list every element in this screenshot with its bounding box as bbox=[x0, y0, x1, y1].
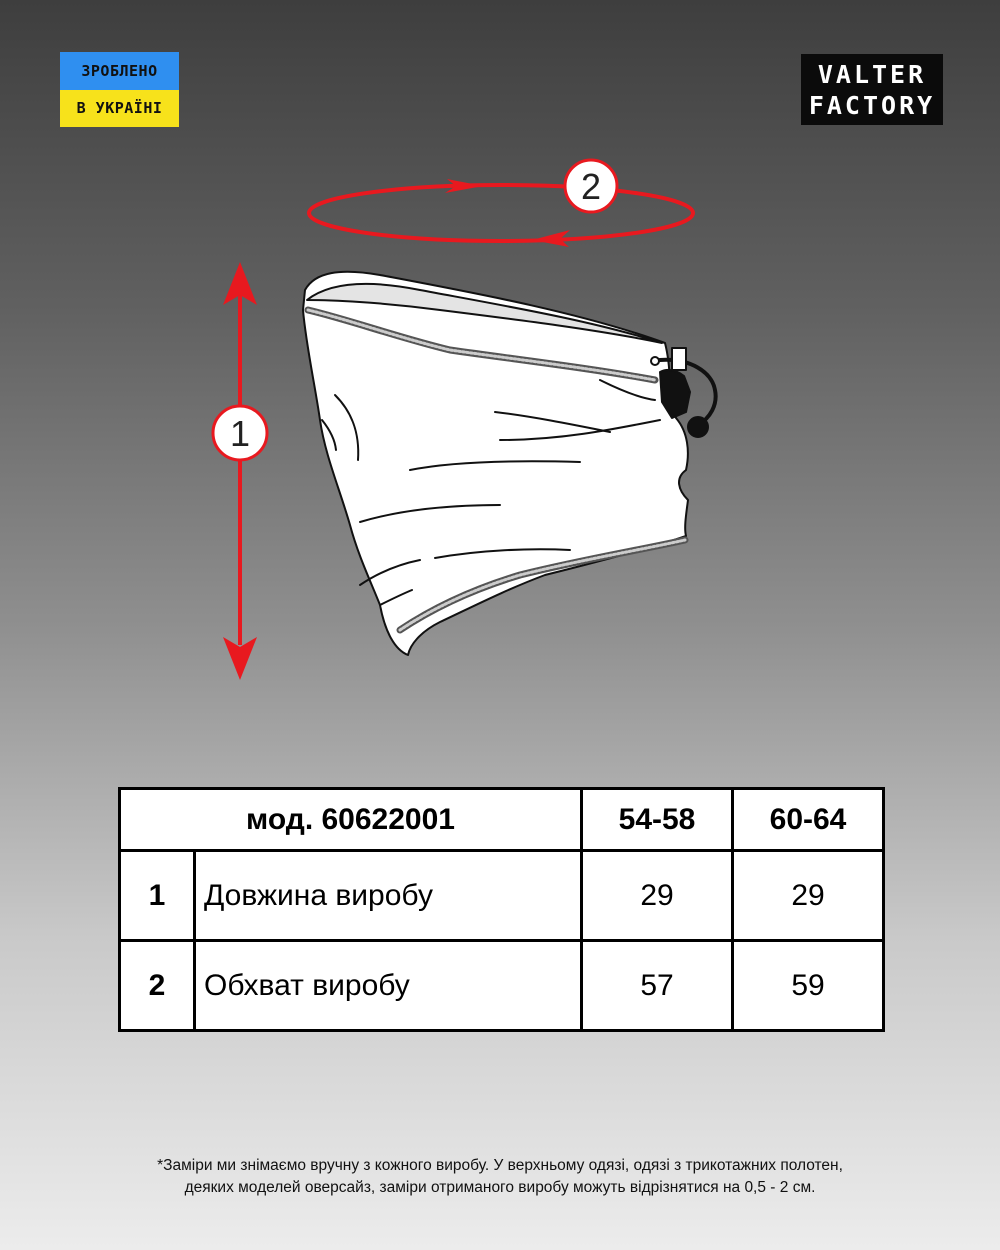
gaiter-outline bbox=[303, 272, 688, 655]
table-row bbox=[120, 941, 884, 1031]
row-number: 1 bbox=[120, 851, 195, 941]
row-label: Обхват виробу bbox=[195, 941, 582, 1031]
row-value: 29 bbox=[733, 851, 884, 941]
footnote-line-2: деяких моделей оверсайз, заміри отриманого виробу можуть відрізнятися на 0,5 - 2 см. bbox=[184, 1179, 816, 1196]
cord-end-bead bbox=[688, 417, 708, 437]
table-header-row bbox=[120, 789, 884, 851]
row-value: 59 bbox=[733, 941, 884, 1031]
size-header-2: 60-64 bbox=[733, 789, 884, 851]
model-cell: мод. 60622001 bbox=[120, 789, 582, 851]
length-measure bbox=[213, 262, 267, 680]
logo-line-1: VALTER bbox=[817, 59, 927, 89]
measurement-footnote bbox=[60, 1155, 940, 1199]
row-label: Довжина виробу bbox=[195, 851, 582, 941]
circumference-measure bbox=[309, 160, 693, 247]
badge-line-1: ЗРОБЛЕНО bbox=[81, 61, 158, 80]
badge-line-2: В УКРАЇНІ bbox=[76, 99, 163, 118]
footnote-line-1: *Заміри ми знімаємо вручну з кожного виробу. У верхньому одязі, одязі з трикотажних полотен, bbox=[157, 1157, 843, 1174]
row-number: 2 bbox=[120, 941, 195, 1031]
table-row bbox=[120, 851, 884, 941]
row-value: 29 bbox=[582, 851, 733, 941]
marker-1-label: 1 bbox=[229, 413, 251, 454]
cord-lock bbox=[672, 348, 686, 370]
size-table bbox=[118, 787, 885, 1032]
eyelet bbox=[651, 357, 659, 365]
row-value: 57 bbox=[582, 941, 733, 1031]
logo-line-2: FACTORY bbox=[808, 90, 936, 120]
size-header-1: 54-58 bbox=[582, 789, 733, 851]
circumference-ellipse bbox=[309, 185, 693, 241]
marker-2-label: 2 bbox=[580, 166, 602, 207]
gaiter-drawing bbox=[303, 272, 716, 655]
